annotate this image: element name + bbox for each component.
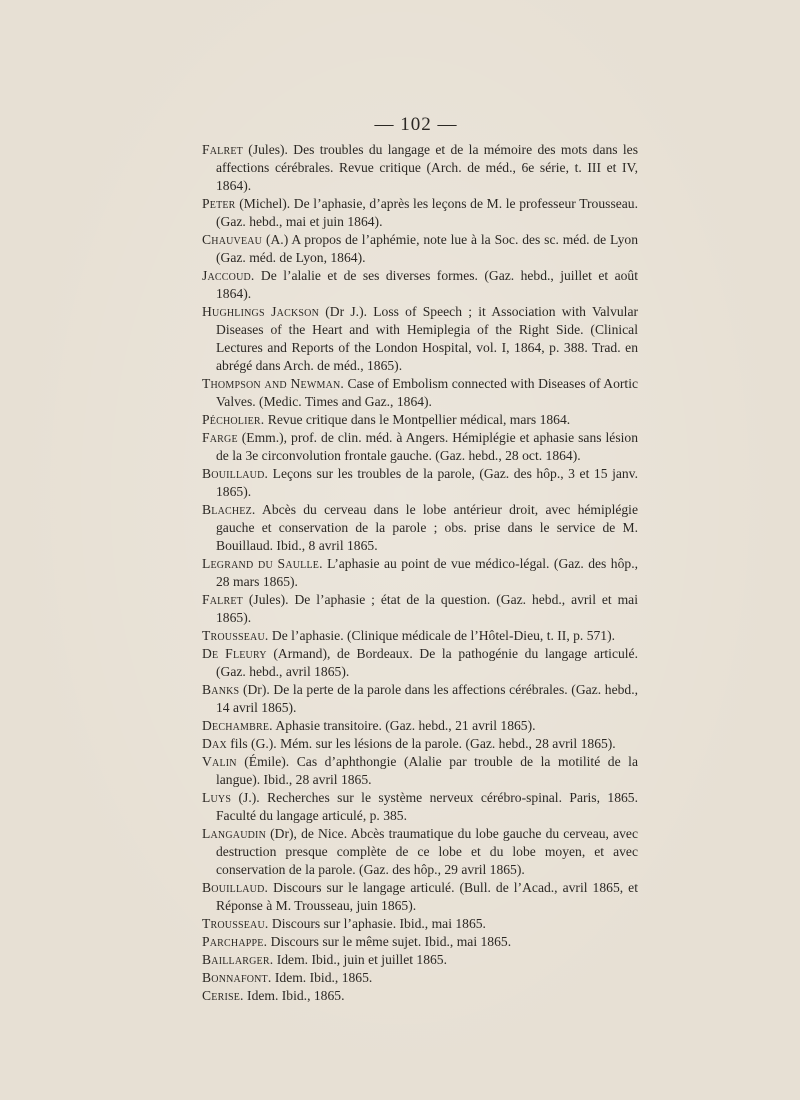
- bibliography-entry: [202, 789, 638, 825]
- entry-author: Trousseau.: [202, 916, 269, 931]
- entry-author: Peter: [202, 196, 236, 211]
- entry-text: (Michel). De l’aphasie, d’après les leçons de M. le professeur Trousseau. (Gaz. hebd., mai et juin 1864).: [216, 196, 638, 229]
- entry-author: Trousseau.: [202, 628, 269, 643]
- entry-text: (Dr J.). Loss of Speech ; it Association with Valvular Diseases of the Heart and with Hemiplegia of the Right Side. (Clinical Lectures and Reports of the London Hospital, vol. I, 1864, p. 388. Trad. en abrégé dans Arch. de méd., 1865).: [216, 304, 639, 373]
- bibliography-entry: [202, 645, 638, 681]
- entry-text: (Armand), de Bordeaux. De la pathogénie du langage articulé. (Gaz. hebd., avril 1865).: [216, 646, 638, 679]
- bibliography-entry: [202, 933, 638, 951]
- entry-text: Revue critique dans le Montpellier médical, mars 1864.: [264, 412, 571, 427]
- entry-text: Discours sur l’aphasie. Ibid., mai 1865.: [268, 916, 486, 931]
- entry-author: Bonnafont.: [202, 970, 272, 985]
- bibliography-entry: [202, 303, 638, 375]
- bibliography-list: [202, 141, 638, 1005]
- entry-author: Cerise.: [202, 988, 244, 1003]
- bibliography-entry: [202, 141, 638, 195]
- bibliography-entry: [202, 735, 638, 753]
- entry-author: Bouillaud.: [202, 466, 269, 481]
- entry-author: Hughlings Jackson: [202, 304, 319, 319]
- bibliography-entry: [202, 591, 638, 627]
- entry-author: Luys: [202, 790, 232, 805]
- bibliography-entry: [202, 501, 638, 555]
- bibliography-entry: [202, 411, 638, 429]
- bibliography-entry: [202, 627, 638, 645]
- entry-author: Blachez.: [202, 502, 256, 517]
- entry-text: Leçons sur les troubles de la parole, (Gaz. des hôp., 3 et 15 janv. 1865).: [216, 466, 638, 499]
- bibliography-entry: [202, 231, 638, 267]
- bibliography-entry: [202, 195, 638, 231]
- bibliography-entry: [202, 429, 638, 465]
- entry-text: Idem. Ibid., 1865.: [271, 970, 373, 985]
- entry-text: De l’alalie et de ses diverses formes. (Gaz. hebd., juillet et août 1864).: [216, 268, 638, 301]
- entry-author: Chauveau: [202, 232, 263, 247]
- entry-author: Valin: [202, 754, 237, 769]
- entry-author: Pécholier.: [202, 412, 265, 427]
- entry-author: Bouillaud.: [202, 880, 269, 895]
- entry-text: Case of Embolism connected with Diseases of Aortic Valves. (Medic. Times and Gaz., 1864).: [216, 376, 638, 409]
- entry-author: Parchappe.: [202, 934, 268, 949]
- entry-text: (Émile). Cas d’aphthongie (Alalie par trouble de la motilité de la langue). Ibid., 28 avril 1865.: [216, 754, 638, 787]
- entry-author: Falret: [202, 142, 243, 157]
- entry-text: (Dr), de Nice. Abcès traumatique du lobe gauche du cerveau, avec destruction presque complète de ce lobe et du lobe moyen, et avec conservation de la parole. (Gaz. des hôp., 29 avril 1865).: [216, 826, 638, 877]
- entry-author: Farge: [202, 430, 238, 445]
- entry-text: Idem. Ibid., 1865.: [243, 988, 345, 1003]
- bibliography-entry: [202, 951, 638, 969]
- bibliography-entry: [202, 717, 638, 735]
- entry-text: (Dr). De la perte de la parole dans les affections cérébrales. (Gaz. hebd., 14 avril 1865).: [216, 682, 638, 715]
- entry-text: Discours sur le même sujet. Ibid., mai 1865.: [267, 934, 512, 949]
- entry-text: Abcès du cerveau dans le lobe antérieur droit, avec hémiplégie gauche et conservation de la parole ; obs. prise dans le service de M. Bouillaud. Ibid., 8 avril 1865.: [216, 502, 638, 553]
- bibliography-entry: [202, 267, 638, 303]
- entry-text: Discours sur le langage articulé. (Bull. de l’Acad., avril 1865, et Réponse à M. Trousseau, juin 1865).: [216, 880, 638, 913]
- bibliography-entry: [202, 915, 638, 933]
- bibliography-entry: [202, 465, 638, 501]
- entry-text: fils (G.). Mém. sur les lésions de la parole. (Gaz. hebd., 28 avril 1865).: [226, 736, 616, 751]
- entry-text: (Jules). Des troubles du langage et de la mémoire des mots dans les affections cérébrales. Revue critique (Arch. de méd., 6e série, t. III et IV, 1864).: [216, 142, 638, 193]
- bibliography-entry: [202, 879, 638, 915]
- entry-text: De l’aphasie. (Clinique médicale de l’Hôtel-Dieu, t. II, p. 571).: [268, 628, 616, 643]
- entry-author: Dax: [202, 736, 227, 751]
- bibliography-entry: [202, 825, 638, 879]
- entry-author: Thompson and Newman.: [202, 376, 345, 391]
- bibliography-entry: [202, 969, 638, 987]
- entry-author: Baillarger.: [202, 952, 274, 967]
- entry-text: (A.) A propos de l’aphémie, note lue à la Soc. des sc. méd. de Lyon (Gaz. méd. de Lyon, 1864).: [216, 232, 638, 265]
- page-number: — 102 —: [374, 114, 458, 135]
- entry-author: Dechambre.: [202, 718, 273, 733]
- entry-text: Idem. Ibid., juin et juillet 1865.: [273, 952, 448, 967]
- entry-text: (Jules). De l’aphasie ; état de la question. (Gaz. hebd., avril et mai 1865).: [216, 592, 638, 625]
- entry-text: (Emm.), prof. de clin. méd. à Angers. Hémiplégie et aphasie sans lésion de la 3e circonvolution frontale gauche. (Gaz. hebd., 28 oct. 1864).: [216, 430, 638, 463]
- entry-text: L’aphasie au point de vue médico-légal. (Gaz. des hôp., 28 mars 1865).: [216, 556, 638, 589]
- bibliography-entry: [202, 375, 638, 411]
- entry-author: Banks: [202, 682, 240, 697]
- entry-author: De Fleury: [202, 646, 267, 661]
- bibliography-entry: [202, 987, 638, 1005]
- bibliography-entry: [202, 681, 638, 717]
- entry-author: Legrand du Saulle.: [202, 556, 323, 571]
- entry-text: (J.). Recherches sur le système nerveux cérébro-spinal. Paris, 1865. Faculté du langage articulé, p. 385.: [216, 790, 638, 823]
- entry-author: Falret: [202, 592, 243, 607]
- entry-author: Langaudin: [202, 826, 266, 841]
- entry-author: Jaccoud.: [202, 268, 255, 283]
- bibliography-entry: [202, 555, 638, 591]
- entry-text: Aphasie transitoire. (Gaz. hebd., 21 avril 1865).: [272, 718, 536, 733]
- bibliography-entry: [202, 753, 638, 789]
